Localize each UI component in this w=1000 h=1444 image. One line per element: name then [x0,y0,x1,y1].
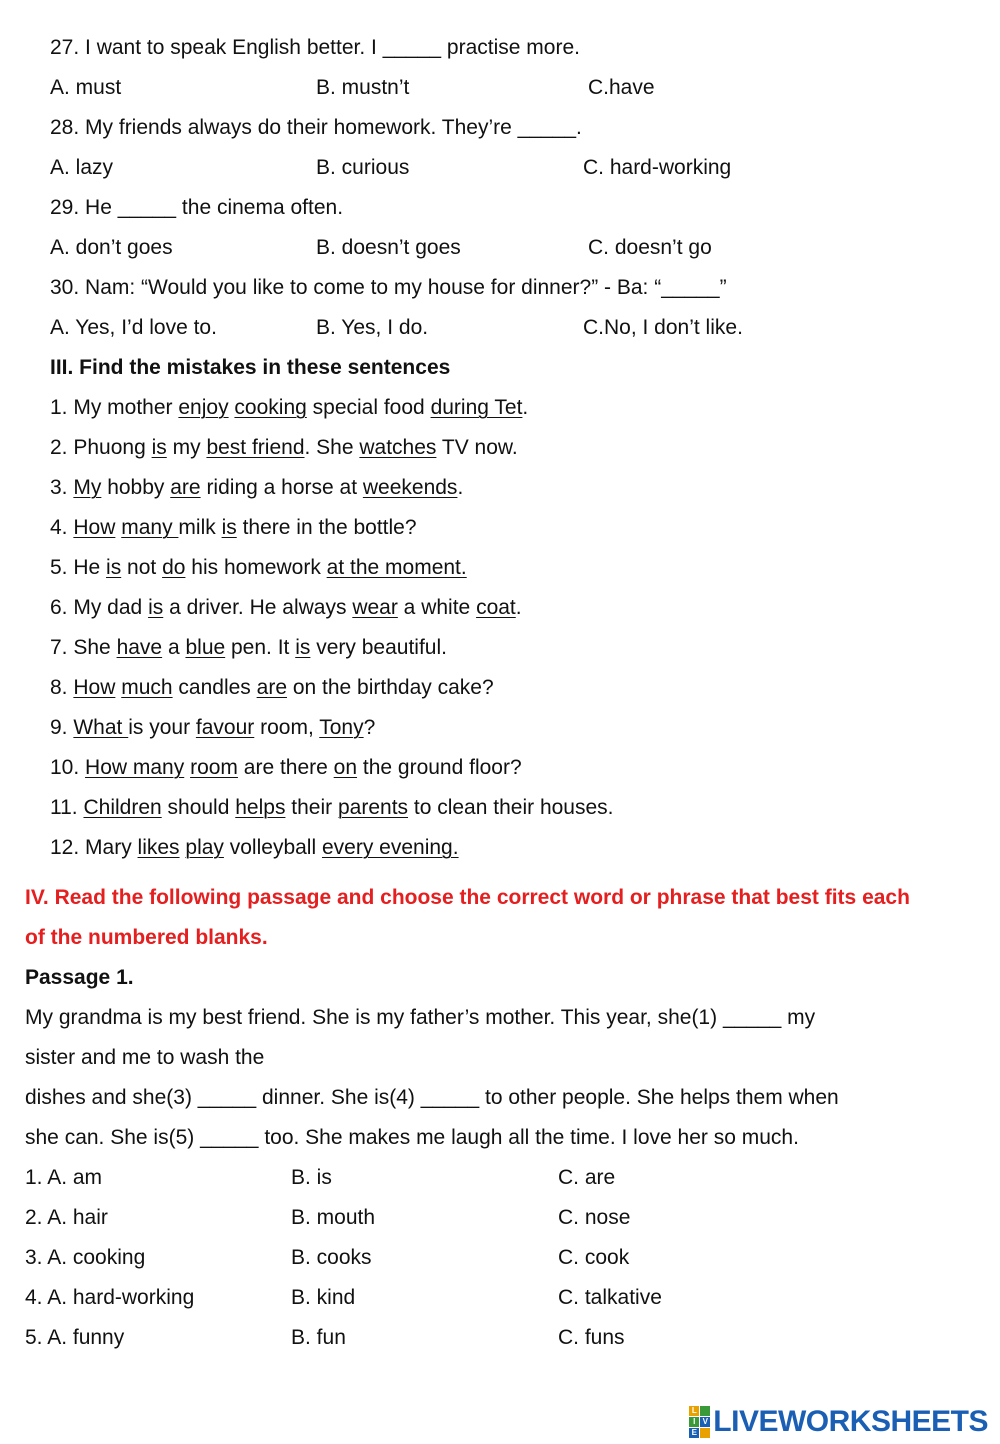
sentence-text: are there [237,756,334,779]
underlined-part[interactable]: watches [359,436,437,459]
sentence-text: not [121,556,163,579]
sentence-text: 8. [50,676,74,699]
sentence-text: . [522,396,529,419]
sentence-text: a driver. He always [163,596,353,619]
mistake-sentence-2 [50,428,518,468]
option-b[interactable]: B. kind [291,1286,356,1309]
mistake-sentence-8 [50,668,494,708]
question-28-options [50,148,950,188]
underlined-part[interactable]: play [185,836,224,859]
passage-line-1: My grandma is my best friend. She is my father’s mother. This year, she(1) _____ my [25,1006,816,1029]
answer-row-5 [25,1318,925,1358]
passage-title: Passage 1. [25,966,134,989]
sentence-text: 10. [50,756,86,779]
option-c[interactable]: C.No, I don’t like. [583,316,743,339]
option-a[interactable]: 3. A. cooking [25,1246,146,1269]
underlined-part[interactable]: parents [337,796,409,819]
underlined-part[interactable]: are [256,676,287,699]
sentence-text: 2. Phuong [50,436,152,459]
sentence-text: ? [363,716,376,739]
sentence-text: pen. It [225,636,296,659]
underlined-part[interactable]: at the moment. [326,556,467,579]
mistake-sentence-9 [50,708,375,748]
option-a[interactable]: A. Yes, I’d love to. [50,316,217,339]
sentence-text: candles [172,676,257,699]
sentence-text: there in the bottle? [236,516,417,539]
logo-mark-icon [689,1406,710,1438]
option-a[interactable]: 1. A. am [25,1166,103,1189]
underlined-part[interactable]: How many [85,756,185,779]
option-c[interactable]: C. hard-working [583,156,732,179]
underlined-part[interactable]: How [73,516,116,539]
underlined-part[interactable]: enjoy [178,396,229,419]
underlined-part[interactable]: wear [352,596,398,619]
option-b[interactable]: B. fun [291,1326,346,1349]
mistake-sentence-10 [50,748,522,788]
sentence-text: to clean their houses. [408,796,614,819]
option-a[interactable]: A. don’t goes [50,236,173,259]
mistake-sentence-4 [50,508,417,548]
sentence-text: . [515,596,522,619]
option-b[interactable]: B. is [291,1166,332,1189]
question-29: 29. He _____ the cinema often. [50,196,344,219]
section-4-heading-line-2: of the numbered blanks. [25,926,268,949]
answer-row-3 [25,1238,925,1278]
option-a[interactable]: A. lazy [50,156,114,179]
underlined-part[interactable]: is [148,596,164,619]
question-29-options [50,228,950,268]
logo-letter: L [689,1406,699,1416]
option-c[interactable]: C. talkative [558,1286,662,1309]
underlined-part[interactable]: My [73,476,102,499]
underlined-part[interactable]: Children [83,796,162,819]
logo-letter: E [689,1428,699,1438]
option-c[interactable]: C. doesn’t go [588,236,712,259]
question-27: 27. I want to speak English better. I _____ practise more. [50,36,580,59]
option-a[interactable]: 4. A. hard-working [25,1286,195,1309]
sentence-text: hobby [101,476,171,499]
underlined-part[interactable]: blue [185,636,226,659]
passage-line-3: dishes and she(3) _____ dinner. She is(4) _____ to other people. She helps them when [25,1086,839,1109]
section-4-heading-line-1: IV. Read the following passage and choose the correct word or phrase that best fits each [25,886,910,909]
underlined-part[interactable]: is [221,516,237,539]
option-b[interactable]: B. doesn’t goes [316,236,461,259]
underlined-part[interactable]: favour [195,716,255,739]
logo-text: LIVEWORKSHEETS [713,1405,988,1438]
answer-row-2 [25,1198,925,1238]
sentence-text: my [166,436,207,459]
question-30: 30. Nam: “Would you like to come to my house for dinner?” - Ba: “_____” [50,276,727,299]
sentence-text: 3. [50,476,74,499]
underlined-part[interactable]: every evening. [321,836,459,859]
sentence-text: . [457,476,464,499]
sentence-text: 5. He [50,556,107,579]
option-b[interactable]: B. mouth [291,1206,376,1229]
sentence-text: is your [128,716,196,739]
section-3-heading: III. Find the mistakes in these sentences [50,356,451,379]
option-b[interactable]: B. cooks [291,1246,372,1269]
option-c[interactable]: C. cook [558,1246,630,1269]
option-b[interactable]: B. curious [316,156,410,179]
underlined-part[interactable]: do [162,556,186,579]
underlined-part[interactable]: Tony [319,716,364,739]
sentence-text: special food [306,396,431,419]
mistake-sentence-5 [50,548,467,588]
sentence-text: 12. Mary [50,836,138,859]
underlined-part[interactable]: helps [235,796,286,819]
sentence-text: 9. [50,716,74,739]
underlined-part[interactable]: room [190,756,238,779]
logo-letter: V [700,1417,710,1427]
sentence-text: on the birthday cake? [287,676,494,699]
logo-letter: I [689,1417,699,1427]
sentence-text: their [285,796,338,819]
underlined-part[interactable]: much [121,676,173,699]
underlined-part[interactable]: are [170,476,201,499]
underlined-part[interactable]: is [295,636,311,659]
question-28: 28. My friends always do their homework. They’re _____. [50,116,582,139]
sentence-text: 6. My dad [50,596,149,619]
sentence-text: 4. [50,516,74,539]
sentence-text: milk [178,516,222,539]
sentence-text: a white [397,596,477,619]
mistake-sentence-7 [50,628,447,668]
answer-row-4 [25,1278,925,1318]
underlined-part[interactable]: is [106,556,122,579]
sentence-text: the ground floor? [357,756,522,779]
sentence-text: volleyball [223,836,322,859]
passage-line-2: sister and me to wash the [25,1046,265,1069]
option-b[interactable]: B. Yes, I do. [316,316,429,339]
underlined-part[interactable]: during Tet [430,396,523,419]
underlined-part[interactable]: on [333,756,358,779]
passage-line-4: she can. She is(5) _____ too. She makes me laugh all the time. I love her so much. [25,1126,799,1149]
underlined-part[interactable]: likes [137,836,180,859]
sentence-text: . She [304,436,360,459]
option-b[interactable]: B. mustn’t [316,76,410,99]
question-27-options [50,68,950,108]
sentence-text: a [162,636,186,659]
underlined-part[interactable]: is [151,436,167,459]
underlined-part[interactable]: What [73,716,129,739]
mistake-sentence-1 [50,388,528,428]
option-a[interactable]: A. must [50,76,122,99]
underlined-part[interactable]: cooking [234,396,307,419]
liveworksheets-logo[interactable] [689,1402,988,1442]
sentence-text: his homework [185,556,327,579]
underlined-part[interactable]: many [121,516,179,539]
sentence-text: 7. She [50,636,117,659]
underlined-part[interactable]: weekends [362,476,458,499]
sentence-text: riding a horse at [200,476,363,499]
mistake-sentence-12 [50,828,459,868]
mistake-sentence-3 [50,468,463,508]
underlined-part[interactable]: How [73,676,116,699]
sentence-text: room, [254,716,320,739]
option-c[interactable]: C. funs [558,1326,625,1349]
question-30-options [50,308,950,348]
mistake-sentence-6 [50,588,522,628]
option-a[interactable]: 2. A. hair [25,1206,108,1229]
option-a[interactable]: 5. A. funny [25,1326,125,1349]
sentence-text: very beautiful. [310,636,447,659]
answer-row-1 [25,1158,925,1198]
sentence-text: TV now. [436,436,518,459]
mistake-sentence-11 [50,788,614,828]
sentence-text: 11. [50,796,84,819]
option-c[interactable]: C.have [588,76,655,99]
option-c[interactable]: C. nose [558,1206,631,1229]
sentence-text: should [161,796,236,819]
underlined-part[interactable]: best friend [206,436,305,459]
underlined-part[interactable]: have [116,636,163,659]
sentence-text: 1. My mother [50,396,179,419]
option-c[interactable]: C. are [558,1166,616,1189]
underlined-part[interactable]: coat [476,596,516,619]
